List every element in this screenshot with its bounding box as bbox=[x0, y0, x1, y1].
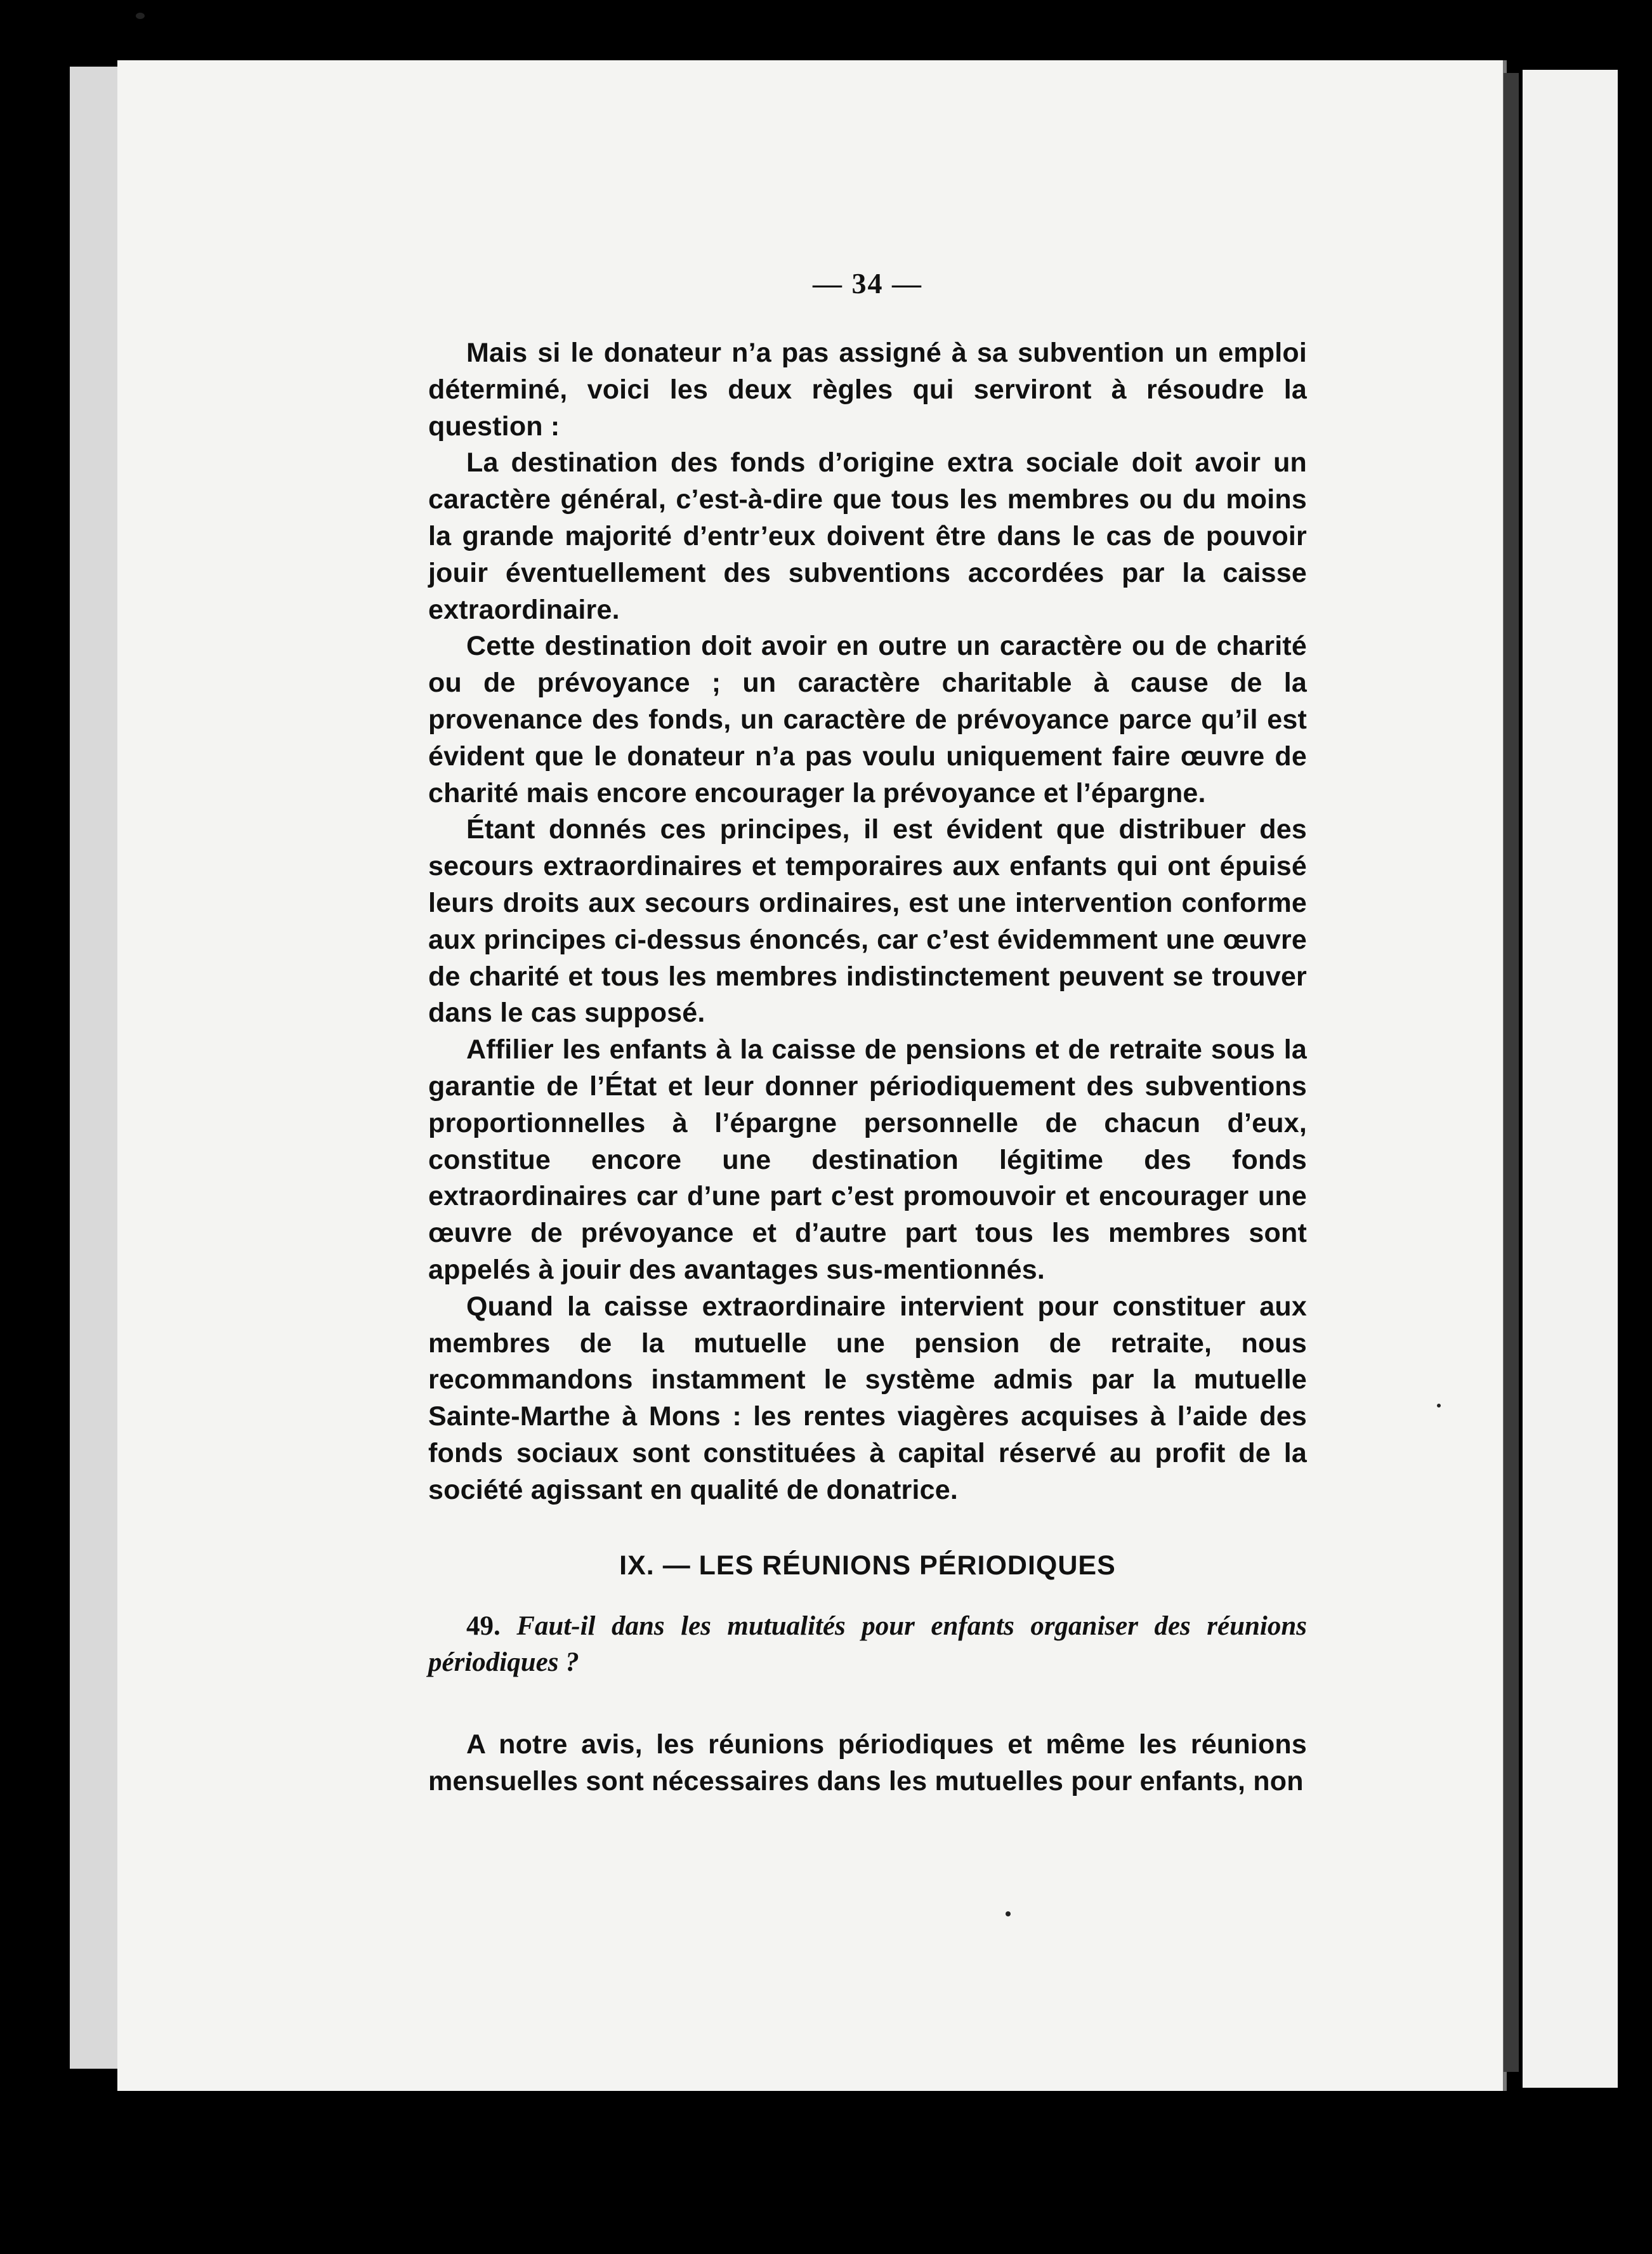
final-paragraph: A notre avis, les réunions périodiques et même les réunions mensuelles sont nécessaires dans les mutuelles pour enfants, non bbox=[428, 1729, 1307, 1796]
page-number: — 34 — bbox=[813, 267, 922, 300]
paragraph-5: Affilier les enfants à la caisse de pensions et de retraite sous la garantie de l’État et leur donner périodiquement des subventions proportionnelles à l’épargne personnelle de chacun d’eux, constitue encore une destination légitime des fonds extraordinaires car d’une part c’est promouvoir et encourager une œuvre de prévoyance et d’autre part tous les membres sont appelés à jouir des avantages sus-mentionnés. bbox=[428, 1034, 1307, 1285]
binding-shadow bbox=[1504, 73, 1519, 2072]
question-49 bbox=[428, 1608, 1307, 1682]
ink-speck bbox=[136, 13, 145, 19]
ink-speck bbox=[1437, 1404, 1441, 1407]
question-number: 49. bbox=[466, 1611, 501, 1641]
paragraph-4: Étant donnés ces principes, il est évident que distribuer des secours extraordinaires et temporaires aux enfants qui ont épuisé leurs droits aux secours ordinaires, est une intervention conforme aux principes ci-dessus énoncés, car c’est évidemment une œuvre de charité et tous les membres indistinctement peuvent se trouver dans le cas supposé. bbox=[428, 814, 1307, 1029]
paragraph-6: Quand la caisse extraordinaire intervient pour constituer aux membres de la mutuelle une pension de retraite, nous recommandons instamment le système admis par la mutuelle Sainte-Marthe à Mons : les rentes viagères acquises à l’aide des fonds sociaux sont constituées à capital réservé au profit de la société agissant en qualité de donatrice. bbox=[428, 1291, 1307, 1505]
question-text: Faut-il dans les mutualités pour enfants organiser des réunions périodiques ? bbox=[428, 1611, 1308, 1678]
paragraph-3: Cette destination doit avoir en outre un caractère ou de charité ou de prévoyance ; un caractère charitable à cause de la provenance des fonds, un caractère de prévoyance parce qu’il est évident que le donateur n’a pas voulu uniquement faire œuvre de charité mais encore encourager la prévoyance et l’épargne. bbox=[428, 631, 1307, 808]
paragraph-1: Mais si le donateur n’a pas assigné à sa subvention un emploi déterminé, voici les deux règles qui serviront à résoudre la question : bbox=[428, 338, 1307, 442]
section-title: IX. — LES RÉUNIONS PÉRIODIQUES bbox=[619, 1550, 1116, 1581]
page-text-block bbox=[428, 267, 1307, 1800]
ink-speck bbox=[1006, 1911, 1011, 1916]
next-leaf-edge bbox=[1523, 70, 1618, 2088]
paragraph-2: La destination des fonds d’origine extra sociale doit avoir un caractère général, c’est-à-dire que tous les membres ou du moins la grande majorité d’entr’eux doivent être dans le cas de pouvoir jouir éventuellement des subventions accordées par la caisse extraordinaire. bbox=[428, 447, 1307, 625]
